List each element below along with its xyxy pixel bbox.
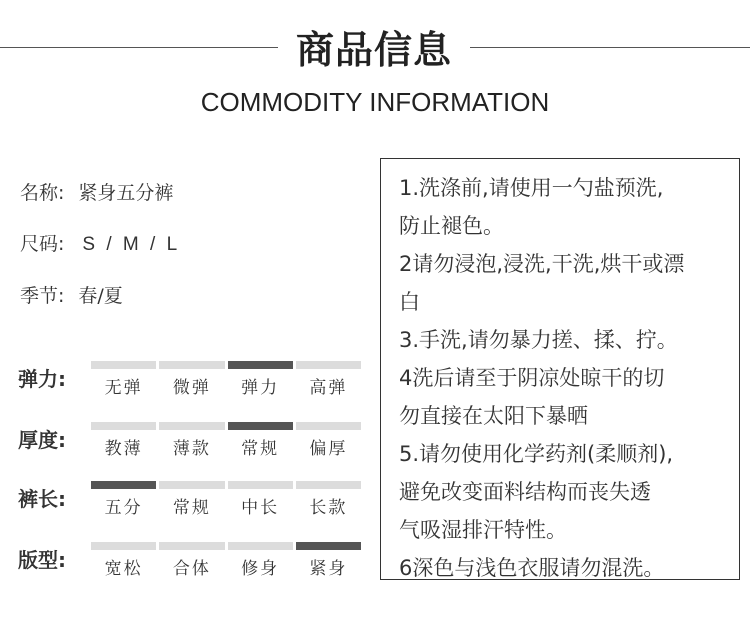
info-name-label: 名称: (20, 182, 65, 204)
attr-option: 常规 (241, 439, 280, 459)
attr-option: 中长 (241, 498, 280, 518)
attr-bars (91, 542, 361, 550)
attr-option: 无弹 (104, 378, 143, 398)
page-subtitle: COMMODITY INFORMATION (200, 87, 550, 117)
attr-bar (296, 361, 361, 369)
info-season-label: 季节: (20, 285, 65, 307)
attr-option: 五分 (104, 498, 143, 518)
attr-bars (91, 481, 361, 489)
attr-bar (91, 422, 156, 430)
header-divider-right (470, 47, 750, 48)
attr-bar-selected (91, 481, 156, 489)
care-instructions-box (380, 158, 740, 580)
attr-options (91, 495, 361, 521)
attr-bar-selected (228, 422, 293, 430)
attr-row-elasticity (0, 361, 370, 401)
care-line: 3.手洗,请勿暴力搓、揉、拧。 (399, 328, 678, 352)
attr-options (91, 436, 361, 462)
care-line: 2请勿浸泡,浸洗,干洗,烘干或漂 (399, 252, 685, 276)
info-size-value: S / M / L (82, 234, 181, 255)
attr-bar (296, 481, 361, 489)
attr-option: 修身 (241, 559, 280, 579)
care-line: 避免改变面料结构而丧失透 (399, 480, 651, 504)
attr-option: 薄款 (172, 439, 211, 459)
attr-option: 长款 (309, 498, 348, 518)
info-season-row (20, 284, 123, 308)
attr-bar (228, 481, 293, 489)
attr-row-thickness (0, 422, 370, 462)
attr-bar (159, 422, 224, 430)
attr-label: 裤长: (18, 487, 66, 511)
attr-option: 教薄 (104, 439, 143, 459)
attr-bar (296, 422, 361, 430)
attr-bar-selected (228, 361, 293, 369)
attr-label: 厚度: (18, 428, 66, 452)
care-line: 白 (399, 290, 420, 314)
attr-bar-selected (296, 542, 361, 550)
header-divider-left (0, 47, 278, 48)
attr-bar (91, 542, 156, 550)
care-line: 防止褪色。 (399, 214, 504, 238)
care-line: 4洗后请至于阴凉处晾干的切 (399, 366, 665, 390)
info-name-value: 紧身五分裤 (78, 182, 174, 204)
care-line: 勿直接在太阳下暴晒 (399, 404, 588, 428)
attr-label: 弹力: (18, 367, 66, 391)
attr-options (91, 556, 361, 582)
attr-bar (159, 361, 224, 369)
attr-row-length (0, 481, 370, 521)
attr-bar (159, 481, 224, 489)
attr-option: 宽松 (104, 559, 143, 579)
attr-option: 弹力 (241, 378, 280, 398)
care-line: 气吸湿排汗特性。 (399, 518, 567, 542)
attr-option: 偏厚 (309, 439, 348, 459)
attr-option: 常规 (172, 498, 211, 518)
attr-row-fit (0, 542, 370, 582)
attr-bar (228, 542, 293, 550)
care-line: 6深色与浅色衣服请勿混洗。 (399, 556, 665, 580)
attr-option: 合体 (172, 559, 211, 579)
attr-option: 微弹 (172, 378, 211, 398)
page-title: 商品信息 (295, 28, 452, 72)
attr-option: 高弹 (309, 378, 348, 398)
attr-label: 版型: (18, 548, 66, 572)
info-size-row (20, 232, 180, 257)
attr-option: 紧身 (309, 559, 348, 579)
care-line: 5.请勿使用化学药剂(柔顺剂), (399, 442, 674, 466)
attr-bars (91, 361, 361, 369)
info-size-label: 尺码: (20, 233, 65, 255)
info-season-value: 春/夏 (78, 285, 123, 307)
attr-bars (91, 422, 361, 430)
info-name-row (20, 181, 173, 205)
attr-bar (159, 542, 224, 550)
attr-options (91, 375, 361, 401)
attr-bar (91, 361, 156, 369)
care-line: 1.洗涤前,请使用一勺盐预洗, (399, 176, 664, 200)
